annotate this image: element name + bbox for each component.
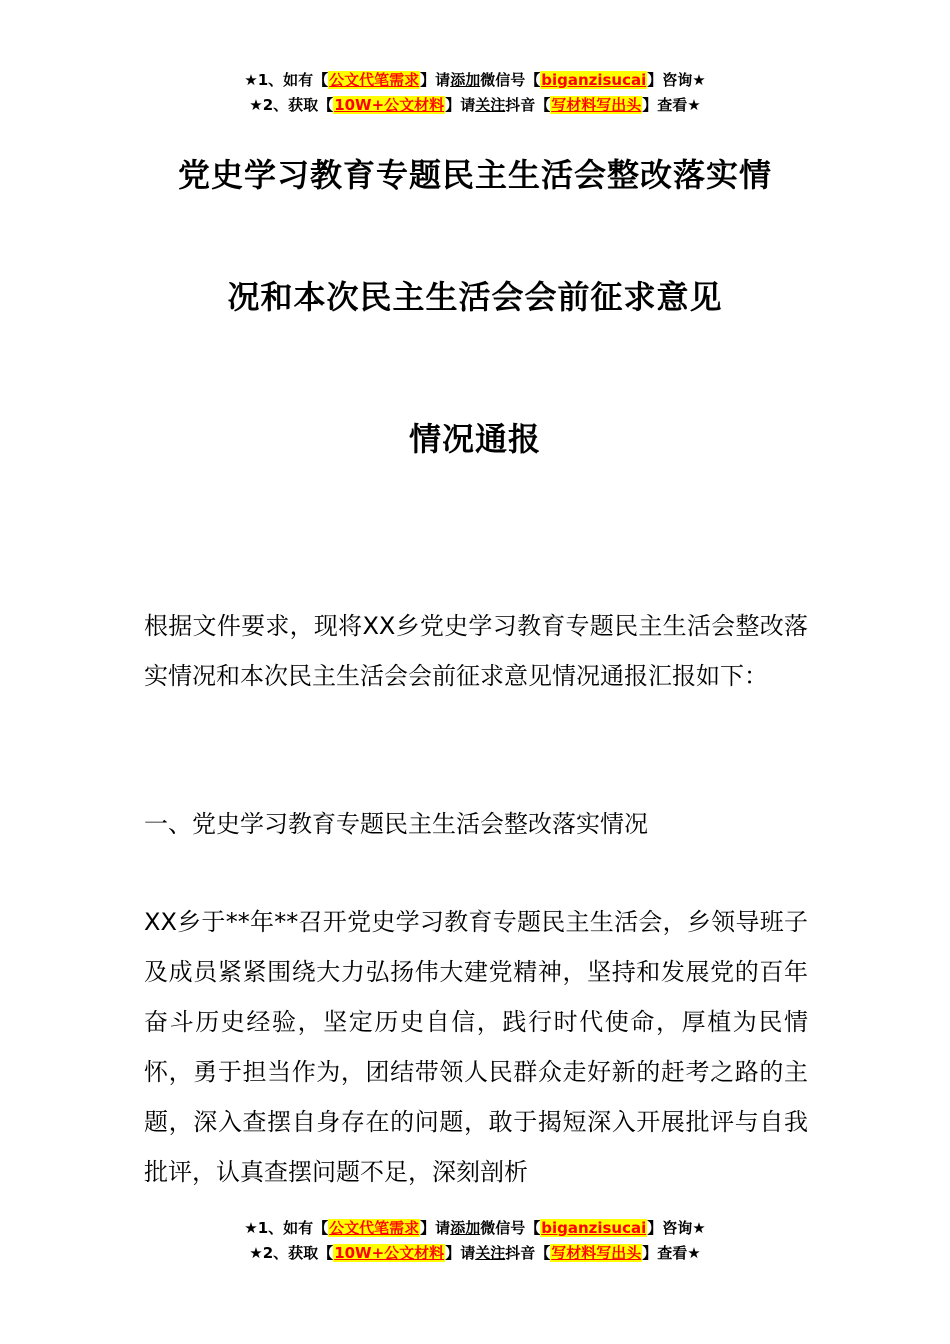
highlight-douyin: 写材料写出头 — [551, 1244, 642, 1262]
highlight-wechat-id: biganzisucai — [541, 71, 647, 89]
intro-paragraph: 根据文件要求，现将XX乡党史学习教育专题民主生活会整改落实情况和本次民主生活会会前征求意见情况通报汇报如下： — [144, 612, 808, 690]
highlight-ghostwriting: 公文代笔需求 — [329, 71, 420, 89]
banner-line-1: ★1、如有【公文代笔需求】请添加微信号【biganzisucai】咨询★ — [244, 1219, 706, 1237]
highlight-materials: 10W+公文材料 — [334, 96, 445, 114]
section-1-body: XX乡于**年**召开党史学习教育专题民主生活会，乡领导班子及成员紧紧围绕大力弘扬伟大建党精神，坚持和发展党的百年奋斗历史经验，坚定历史自信，践行时代使命，厚植为民情怀，勇于担当作为，团结带领人民群众走好新的赶考之路的主题，深入查摆自身存在的问题，敢于揭短深入开展批评与自我批评，认真查摆问题不足，深刻剖析 — [144, 908, 808, 1186]
banner-line-2: ★2、获取【10W+公文材料】请关注抖音【写材料写出头】查看★ — [249, 1244, 701, 1262]
doc-title-line-2: 况和本次民主生活会会前征求意见 — [227, 278, 723, 316]
highlight-ghostwriting: 公文代笔需求 — [329, 1219, 420, 1237]
footer-banner — [0, 1216, 950, 1266]
doc-title-line-1: 党史学习教育专题民主生活会整改落实情 — [177, 156, 772, 194]
doc-title-line-3: 情况通报 — [408, 420, 541, 458]
highlight-douyin: 写材料写出头 — [551, 96, 642, 114]
banner-line-1: ★1、如有【公文代笔需求】请添加微信号【biganzisucai】咨询★ — [244, 71, 706, 89]
header-banner — [0, 68, 950, 118]
section-1-heading: 一、党史学习教育专题民主生活会整改落实情况 — [144, 810, 648, 838]
highlight-wechat-id: biganzisucai — [541, 1219, 647, 1237]
highlight-materials: 10W+公文材料 — [334, 1244, 445, 1262]
banner-line-2: ★2、获取【10W+公文材料】请关注抖音【写材料写出头】查看★ — [249, 96, 701, 114]
